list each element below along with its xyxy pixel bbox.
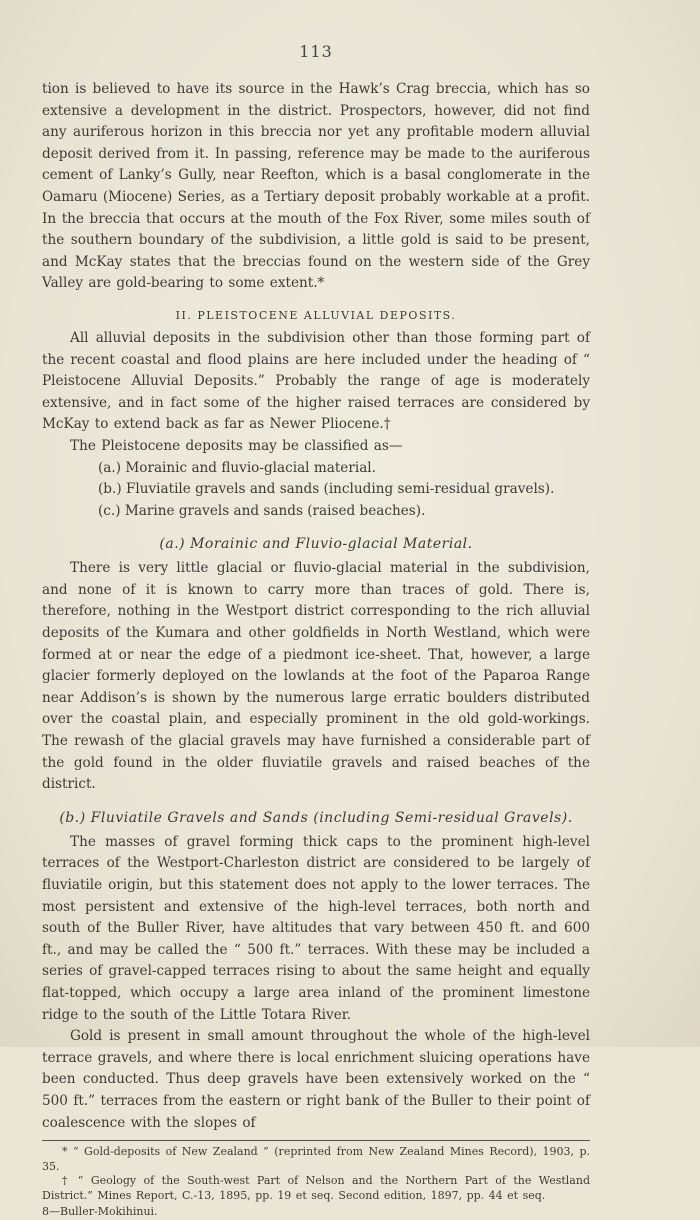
classification-item-a: (a.) Morainic and fluvio-glacial material.: [98, 459, 376, 476]
section-heading: II. PLEISTOCENE ALLUVIAL DEPOSITS.: [175, 308, 457, 322]
subsection-a-heading: (a.) Morainic and Fluvio-glacial Material.: [159, 536, 473, 553]
page-number: 113: [299, 42, 333, 61]
signature-mark: 8—Buller-Mokihinui.: [42, 1205, 158, 1219]
paragraph-section-1: All alluvial deposits in the subdivision other than those forming part of the recent coastal and flood plains are here included under the heading of “ Pleistocene Alluvial Deposits.” Probably the range of age is moderately extensive, and in fact some of the higher raised terraces are considered by McKay to extend back as far as Newer Pliocene.†: [42, 329, 590, 433]
footnote-divider: [42, 1140, 590, 1141]
paragraph-intro: tion is believed to have its source in the Hawk’s Crag breccia, which has so extensive a development in the district. Prospectors, however, did not find any auriferous horizon in this breccia nor yet any profitable modern alluvial deposit derived from it. In passing, reference may be made to the auriferous cement of Lanky’s Gully, near Reefton, which is a basal conglomerate in the Oamaru (Miocene) Series, as a Tertiary deposit probably workable at a profit. In the breccia that occurs at the mouth of the Fox River, some miles south of the southern boundary of the subdivision, a little gold is said to be present, and McKay states that the breccias found on the western side of the Grey Valley are gold-bearing to some extent.*: [42, 81, 590, 292]
footnote-2: † “ Geology of the South-west Part of Nelson and the Northern Part of the Westland District.” Mines Report, C.-13, 1895, pp. 19 et seq. Second edition, 1897, pp. 44 et seq.: [42, 1174, 590, 1202]
classification-item-b: (b.) Fluviatile gravels and sands (including semi-residual gravels).: [98, 481, 555, 498]
footnote-1: * “ Gold-deposits of New Zealand ” (reprinted from New Zealand Mines Record), 1903, p. 35.: [42, 1145, 590, 1173]
paragraph-subsection-b-1: The masses of gravel forming thick caps to the prominent high-level terraces of the Westport-Charleston district are considered to be largely of fluviatile origin, but this statement does not apply to the lower terraces. The most persistent and extensive of the high-level terraces, both north and south of the Buller River, have altitudes that vary between 450 ft. and 600 ft., and may be called the “ 500 ft.” terraces. With these may be included a series of gravel-capped terraces rising to about the same height and equally flat-topped, which occupy a large area inland of the prominent limestone ridge to the south of the Little Totara River.: [42, 833, 590, 1023]
subsection-b-heading: (b.) Fluviatile Gravels and Sands (including Semi-residual Gravels).: [59, 809, 573, 826]
paragraph-section-2: The Pleistocene deposits may be classified as—: [70, 437, 403, 454]
paragraph-subsection-b-2: Gold is present in small amount throughout the whole of the high-level terrace gravels, and where there is local enrichment sluicing operations have been conducted. Thus deep gravels have been extensively worked on the “ 500 ft.” terraces from the eastern or right bank of the Buller to their point of coalescence with the slopes of: [42, 1028, 590, 1131]
paragraph-subsection-a: There is very little glacial or fluvio-glacial material in the subdivision, and none of it is known to carry more than traces of gold. There is, therefore, nothing in the Westport district corresponding to the rich alluvial deposits of the Kumara and other goldfields in North Westland, which were formed at or near the edge of a piedmont ice-sheet. That, however, a large glacier formerly deployed on the lowlands at the foot of the Paparoa Range near Addison’s is shown by the numerous large erratic boulders distributed over the coastal plain, and especially prominent in the old gold-workings. The rewash of the glacial gravels may have furnished a considerable part of the gold found in the older fluviatile gravels and raised beaches of the district.: [42, 560, 590, 793]
footnotes: [42, 1145, 590, 1203]
classification-item-c: (c.) Marine gravels and sands (raised beaches).: [98, 502, 426, 519]
classification-list: [42, 458, 590, 523]
